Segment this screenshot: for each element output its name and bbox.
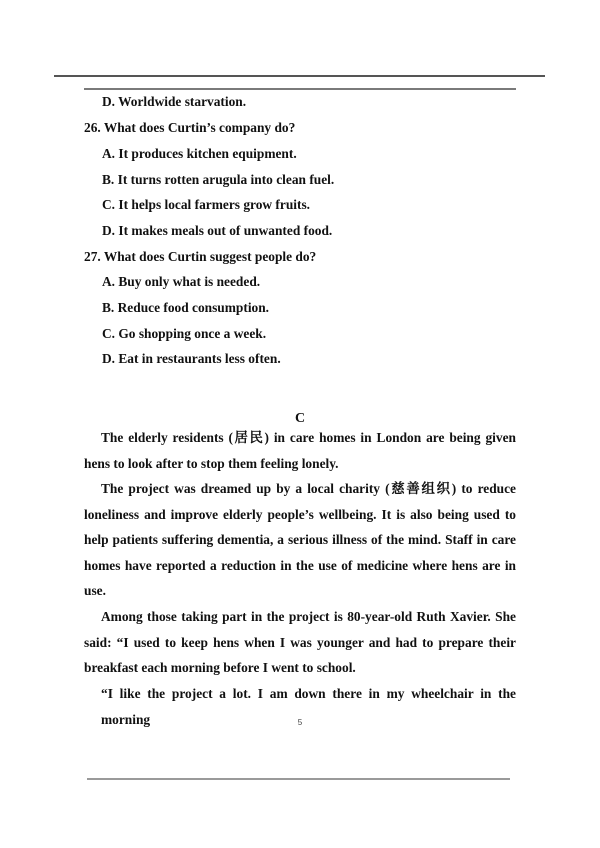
- paragraph-1-line: The elderly residents (居民) in care homes in London are being given: [101, 430, 516, 445]
- q27-option-d: D. Eat in restaurants less often.: [102, 351, 281, 366]
- q27-option-b: B. Reduce food consumption.: [102, 300, 270, 315]
- q26-option-c: C. It helps local farmers grow fruits.: [102, 197, 311, 212]
- paragraph-2-line: help patients suffering dementia, a serious illness of the mind. Staff in care: [84, 532, 516, 548]
- q27-option-c: C. Go shopping once a week.: [102, 326, 267, 341]
- q26-option-d: D. It makes meals out of unwanted food.: [102, 223, 333, 238]
- paragraph-4: [84, 681, 516, 727]
- q26-option-a: A. It produces kitchen equipment.: [102, 146, 297, 161]
- q25-option-d: D. Worldwide starvation.: [102, 94, 247, 109]
- paragraph-2: [84, 476, 516, 604]
- q26-option-b: B. It turns rotten arugula into clean fuel.: [102, 172, 335, 187]
- paragraph-1: [84, 425, 516, 476]
- paragraph-1-line: hens to look after to stop them feeling lonely.: [84, 455, 339, 471]
- header-rule-thick: [54, 75, 545, 77]
- footer-rule: [87, 778, 510, 780]
- page-number: 5: [297, 718, 303, 727]
- q26-stem: 26. What does Curtin’s company do?: [84, 120, 296, 135]
- q27-stem: 27. What does Curtin suggest people do?: [84, 249, 317, 264]
- paragraph-3-line: breakfast each morning before I went to school.: [84, 660, 356, 676]
- paragraph-2-line: The project was dreamed up by a local charity (慈善组织) to reduce: [101, 481, 516, 496]
- paragraph-4-line: “I like the project a lot. I am down there in my wheelchair in the morning: [101, 686, 516, 727]
- paragraph-2-line: homes have reported a reduction in the use of medicine where hens are in: [84, 557, 516, 573]
- q27-option-a: A. Buy only what is needed.: [102, 274, 261, 289]
- paragraph-3: [84, 604, 516, 681]
- passage-heading: C: [294, 411, 306, 426]
- paragraph-2-line: use.: [84, 583, 106, 599]
- paragraph-3-line: Among those taking part in the project is 80-year-old Ruth Xavier. She: [101, 609, 516, 624]
- paragraph-2-line: loneliness and improve elderly people’s wellbeing. It is also being used to: [84, 506, 516, 522]
- paragraph-3-line: said: “I used to keep hens when I was younger and had to prepare their: [84, 634, 516, 650]
- header-rule-thin: [84, 88, 516, 90]
